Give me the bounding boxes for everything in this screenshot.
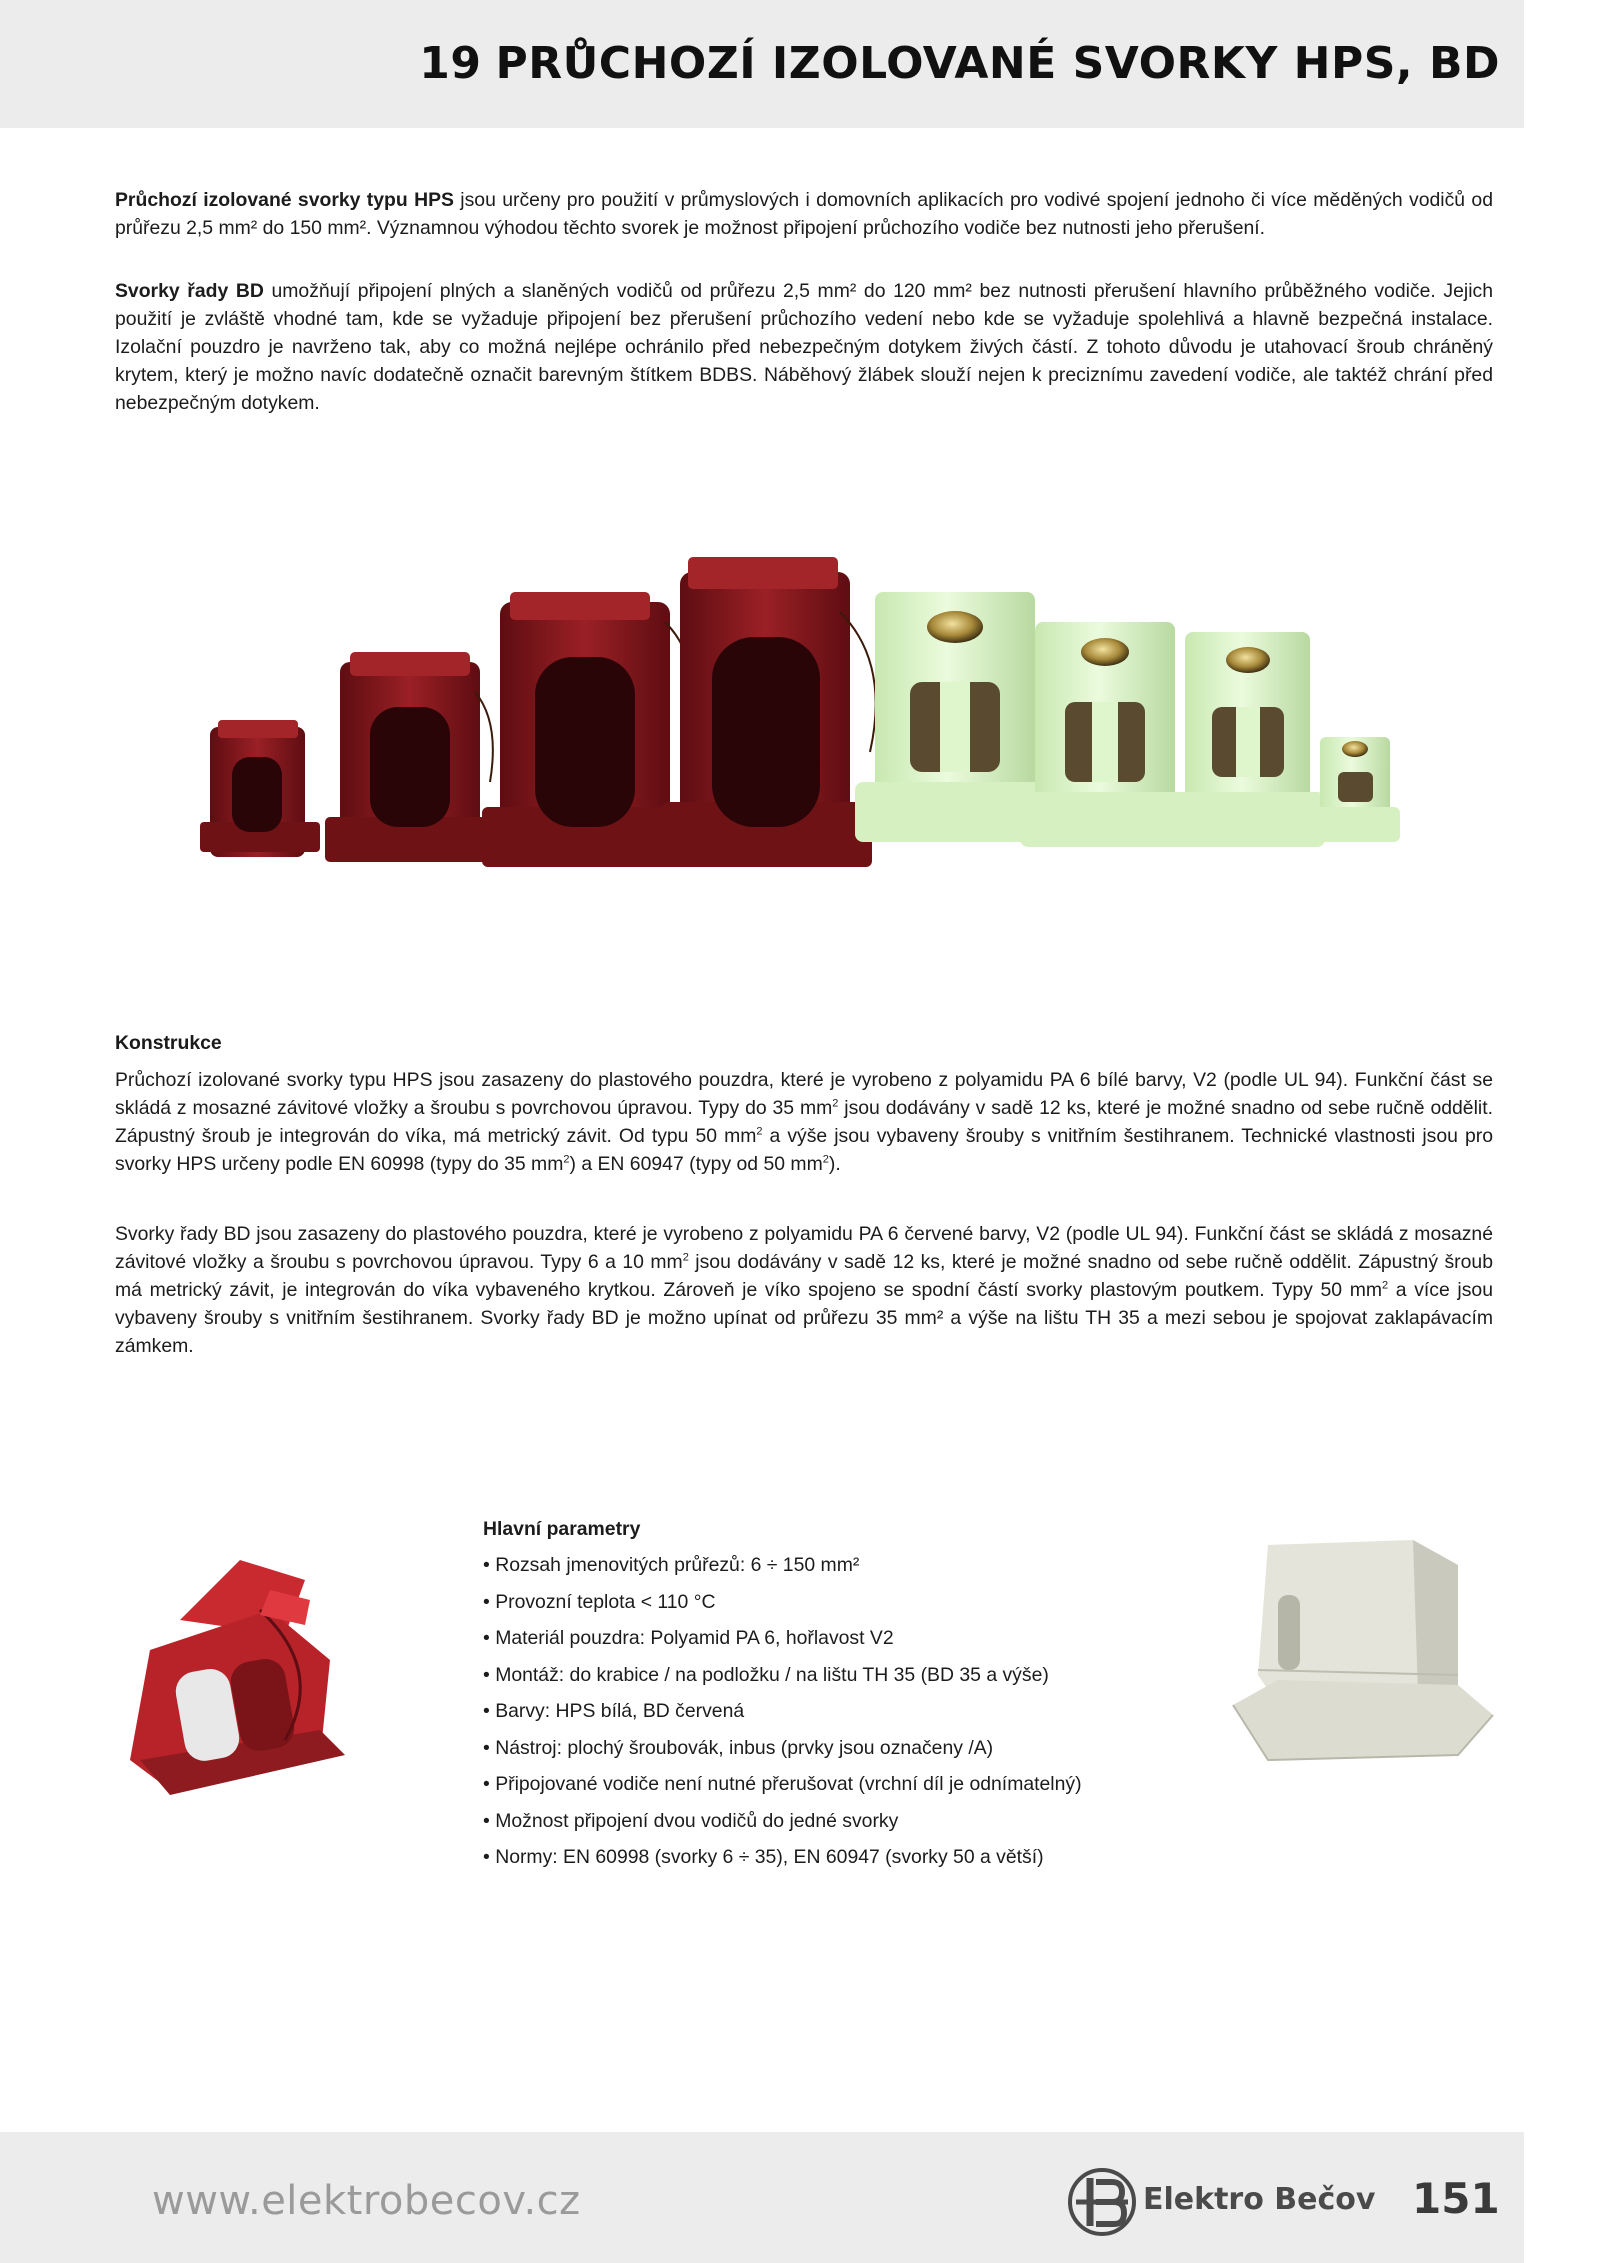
parameter-item: • Normy: EN 60998 (svorky 6 ÷ 35), EN 60947 (svorky 50 a větší) <box>483 1843 1123 1880</box>
page-title <box>419 38 1500 89</box>
konstrukce-paragraph-hps <box>115 1066 1493 1178</box>
superscript-2: 2 <box>822 1153 829 1166</box>
parameter-item: • Nástroj: plochý šroubovák, inbus (prvky jsou označeny /A) <box>483 1734 1123 1771</box>
hps-terminal-medium-2 <box>1170 632 1325 847</box>
chapter-title: PRŮCHOZÍ IZOLOVANÉ SVORKY HPS, BD <box>495 38 1500 89</box>
bd-terminal-photo <box>110 1540 370 1800</box>
parameter-item: • Rozsah jmenovitých průřezů: 6 ÷ 150 mm² <box>483 1551 1123 1588</box>
konstrukce-hps-text-c: a výše jsou vybaveny šrouby s vnitřním šestihranem. Technické vlastnosti jsou pro svorky HPS určeny podle EN 60998 (typy do 35 mm <box>115 1125 1493 1175</box>
konstrukce-paragraph-bd <box>115 1220 1493 1360</box>
intro-hps-lead: Průchozí izolované svorky typu HPS <box>115 189 454 211</box>
bd-terminal-medium <box>325 652 500 862</box>
intro-paragraph-hps <box>115 186 1493 242</box>
bd-terminal-xlarge <box>662 557 876 867</box>
product-lineup-photo <box>200 552 1425 967</box>
chapter-number: 19 <box>419 38 482 89</box>
konstrukce-bd-text-a: Svorky řady BD jsou zasazeny do plastového pouzdra, které je vyrobeno z polyamidu PA 6 červené barvy, V2 (podle UL 94). Funkční část se skládá z mosazné závitové vložky a šroubu s povrchovou úpravou. Typy 6 a 10 mm <box>115 1223 1493 1273</box>
hps-terminal-medium-1 <box>1020 622 1190 847</box>
konstrukce-hps-text-e: ). <box>828 1153 841 1175</box>
parameter-item: • Barvy: HPS bílá, BD červená <box>483 1697 1123 1734</box>
parameters-list <box>483 1551 1123 1880</box>
parameter-item: • Možnost připojení dvou vodičů do jedné svorky <box>483 1807 1123 1844</box>
elektro-becov-logo-icon <box>1066 2166 1138 2238</box>
page-number: 151 <box>1412 2174 1500 2223</box>
konstrukce-hps-text-b: jsou dodávány v sadě 12 ks, které je možné snadno od sebe ručně oddělit. Zápustný šroub je integrován do víka, má metrický závit. Od typu 50 mm <box>115 1097 1493 1147</box>
superscript-2: 2 <box>1382 1279 1389 1292</box>
konstrukce-hps-text-d: ) a EN 60947 (typy od 50 mm <box>569 1153 823 1175</box>
konstrukce-bd-text-c: a více jsou vybaveny šrouby s vnitřním šestihranem. Svorky řady BD je možno upínat od průřezu 35 mm² a výše na lištu TH 35 a mezi sebou je spojovat zaklapávacím zámkem. <box>115 1279 1493 1357</box>
konstrukce-hps-text-a: Průchozí izolované svorky typu HPS jsou zasazeny do plastového pouzdra, které je vyrobeno z polyamidu PA 6 bílé barvy, V2 (podle UL 94). Funkční část se skládá z mosazné závitové vložky a šroubu s povrchovou úpravou. Typy do 35 mm <box>115 1069 1493 1119</box>
konstrukce-bd-text-b: jsou dodávány v sadě 12 ks, které je možné snadno od sebe ručně oddělit. Zápustný šroub má metrický závit, je integrován do víka vybaveného krytkou. Zároveň je víko spojeno se spodní částí svorky plastovým poutkem. Typy 50 mm <box>115 1251 1493 1301</box>
superscript-2: 2 <box>756 1125 763 1138</box>
intro-paragraph-bd <box>115 277 1493 417</box>
intro-hps-text: jsou určeny pro použití v průmyslových i domovních aplikacích pro vodivé spojení jednoho či více měděných vodičů od průřezu 2,5 mm² do 150 mm². Významnou výhodou těchto svorek je možnost připojení průchozího vodiče bez nutnosti jeho přerušení. <box>115 189 1493 239</box>
superscript-2: 2 <box>682 1251 689 1264</box>
hps-terminal-small <box>1310 737 1400 842</box>
intro-bd-text: umožňují připojení plných a slaněných vodičů od průřezu 2,5 mm² do 120 mm² bez nutnosti přerušení hlavního průběžného vodiče. Jejich použití je zvláště vhodné tam, kde se vyžaduje připojení bez přerušení průchozího vedení nebo kde se vyžaduje spolehlivá a hlavně bezpečná instalace. Izolační pouzdro je navrženo tak, aby co možná nejlépe ochránilo před nebezpečným dotykem živých částí. Z tohoto důvodu je utahovací šroub chráněný krytem, který je možno navíc dodatečně označit barevným štítkem BDBS. Náběhový žlábek slouží nejen k preciznímu zavedení vodiče, ale taktéž chrání před nebezpečným dotykem. <box>115 280 1493 414</box>
parameter-item: • Provozní teplota < 110 °C <box>483 1588 1123 1625</box>
logo-text: Elektro Bečov <box>1143 2182 1376 2217</box>
parameter-item: • Materiál pouzdra: Polyamid PA 6, hořlavost V2 <box>483 1624 1123 1661</box>
parameter-item: • Montáž: do krabice / na podložku / na lištu TH 35 (BD 35 a výše) <box>483 1661 1123 1698</box>
konstrukce-heading: Konstrukce <box>115 1032 222 1054</box>
parameter-item: • Připojované vodiče není nutné přerušovat (vrchní díl je odnímatelný) <box>483 1770 1123 1807</box>
main-parameters <box>483 1518 1123 1880</box>
intro-bd-lead: Svorky řady BD <box>115 280 264 302</box>
superscript-2: 2 <box>563 1153 570 1166</box>
company-logo <box>1066 2166 1416 2238</box>
parameters-heading: Hlavní parametry <box>483 1518 641 1540</box>
superscript-2: 2 <box>832 1097 839 1110</box>
footer-website-link[interactable]: www.elektrobecov.cz <box>152 2178 581 2224</box>
bd-terminal-large <box>482 592 692 867</box>
hps-terminal-photo <box>1228 1535 1498 1795</box>
bd-terminal-small <box>200 720 320 857</box>
